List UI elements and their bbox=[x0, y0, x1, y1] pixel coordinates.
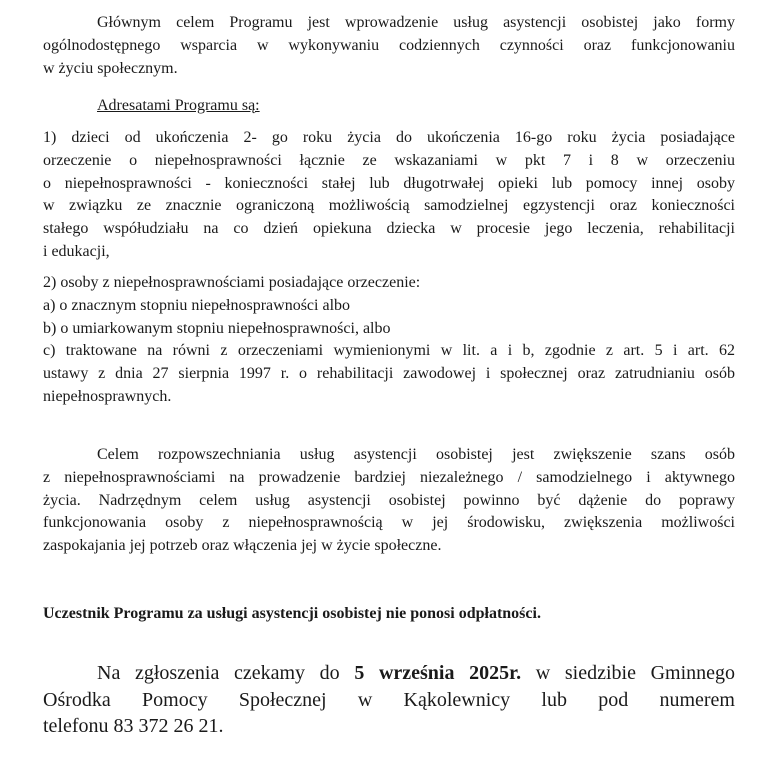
group1-line-1: 1) dzieci od ukończenia 2- go roku życia do ukończenia 16-go roku życia posiadające bbox=[43, 129, 735, 146]
intro-line-2: ogólnodostępnego wsparcia w wykonywaniu codziennych czynności oraz funkcjonowaniu bbox=[43, 36, 735, 54]
group2-item-c-line-2: ustawy z dnia 27 sierpnia 1997 r. o rehabilitacji zawodowej i społecznej oraz zatrudnianiu osób bbox=[43, 365, 735, 383]
intro-line-1: Głównym celem Programu jest wprowadzenie usług asystencji osobistej jako formy bbox=[97, 14, 735, 31]
group1-line-4: w związku ze znacznie ograniczoną możliwością samodzielnej egzystencji oraz konieczności bbox=[43, 197, 735, 215]
purpose-line-4: funkcjonowania osoby z niepełnosprawnością w jej środowisku, zwiększenia możliwości bbox=[43, 514, 735, 532]
purpose-line-2: z niepełnosprawnościami na prowadzenie bardziej niezależnego / samodzielnego i aktywnego bbox=[43, 468, 735, 486]
deadline-date: 5 września 2025r. bbox=[354, 662, 522, 684]
contact-line-1 bbox=[43, 660, 735, 687]
fee-notice: Uczestnik Programu za usługi asystencji osobistej nie ponosi odpłatności. bbox=[43, 605, 541, 622]
purpose-paragraph bbox=[43, 444, 735, 558]
group2-item-c-line-1: c) traktowane na równi z orzeczeniami wymienionymi w lit. a i b, zgodnie z art. 5 i art. 62 bbox=[43, 342, 735, 360]
group2-item-b: b) o umiarkowanym stopniu niepełnosprawności, albo bbox=[43, 319, 391, 337]
group2-intro: 2) osoby z niepełnosprawnościami posiadające orzeczenie: bbox=[43, 274, 421, 291]
group1-line-6: i edukacji, bbox=[43, 242, 110, 260]
intro-line-3: w życiu społecznym. bbox=[43, 59, 178, 77]
group1-line-5: stałego współudziału na co dzień opiekuna dziecka w procesie jego leczenia, rehabilitacji bbox=[43, 220, 735, 238]
contact-after-date: w siedzibie Gminnego bbox=[521, 662, 736, 684]
group1-line-3: o niepełnosprawności - konieczności stałej lub długotrwałej opieki lub pomocy innej osoby bbox=[43, 174, 735, 192]
purpose-line-1: Celem rozpowszechniania usług asystencji osobistej jest zwiększenie szans osób bbox=[97, 446, 735, 463]
recipients-group-1 bbox=[43, 127, 735, 264]
contact-line-2: Ośrodka Pomocy Społecznej w Kąkolewnicy lub pod numerem bbox=[43, 688, 735, 711]
group2-item-c-line-3: niepełnosprawnych. bbox=[43, 387, 172, 405]
recipients-heading: Adresatami Programu są: bbox=[97, 97, 260, 114]
purpose-line-5: zaspokajania jej potrzeb oraz włączenia jej w życie społeczne. bbox=[43, 537, 442, 555]
contact-line-3: telefonu 83 372 26 21. bbox=[43, 715, 224, 737]
recipients-group-2 bbox=[43, 272, 735, 409]
contact-before-date: Na zgłoszenia czekamy do bbox=[97, 662, 355, 684]
group1-line-2: orzeczenie o niepełnosprawności łącznie ze wskazaniami w pkt 7 i 8 w orzeczeniu bbox=[43, 151, 735, 169]
purpose-line-3: życia. Nadrzędnym celem usług asystencji osobistej powinno być dążenie do poprawy bbox=[43, 491, 735, 509]
contact-paragraph bbox=[43, 660, 735, 740]
intro-paragraph bbox=[43, 12, 735, 80]
group2-item-a: a) o znacznym stopniu niepełnosprawności albo bbox=[43, 296, 351, 314]
